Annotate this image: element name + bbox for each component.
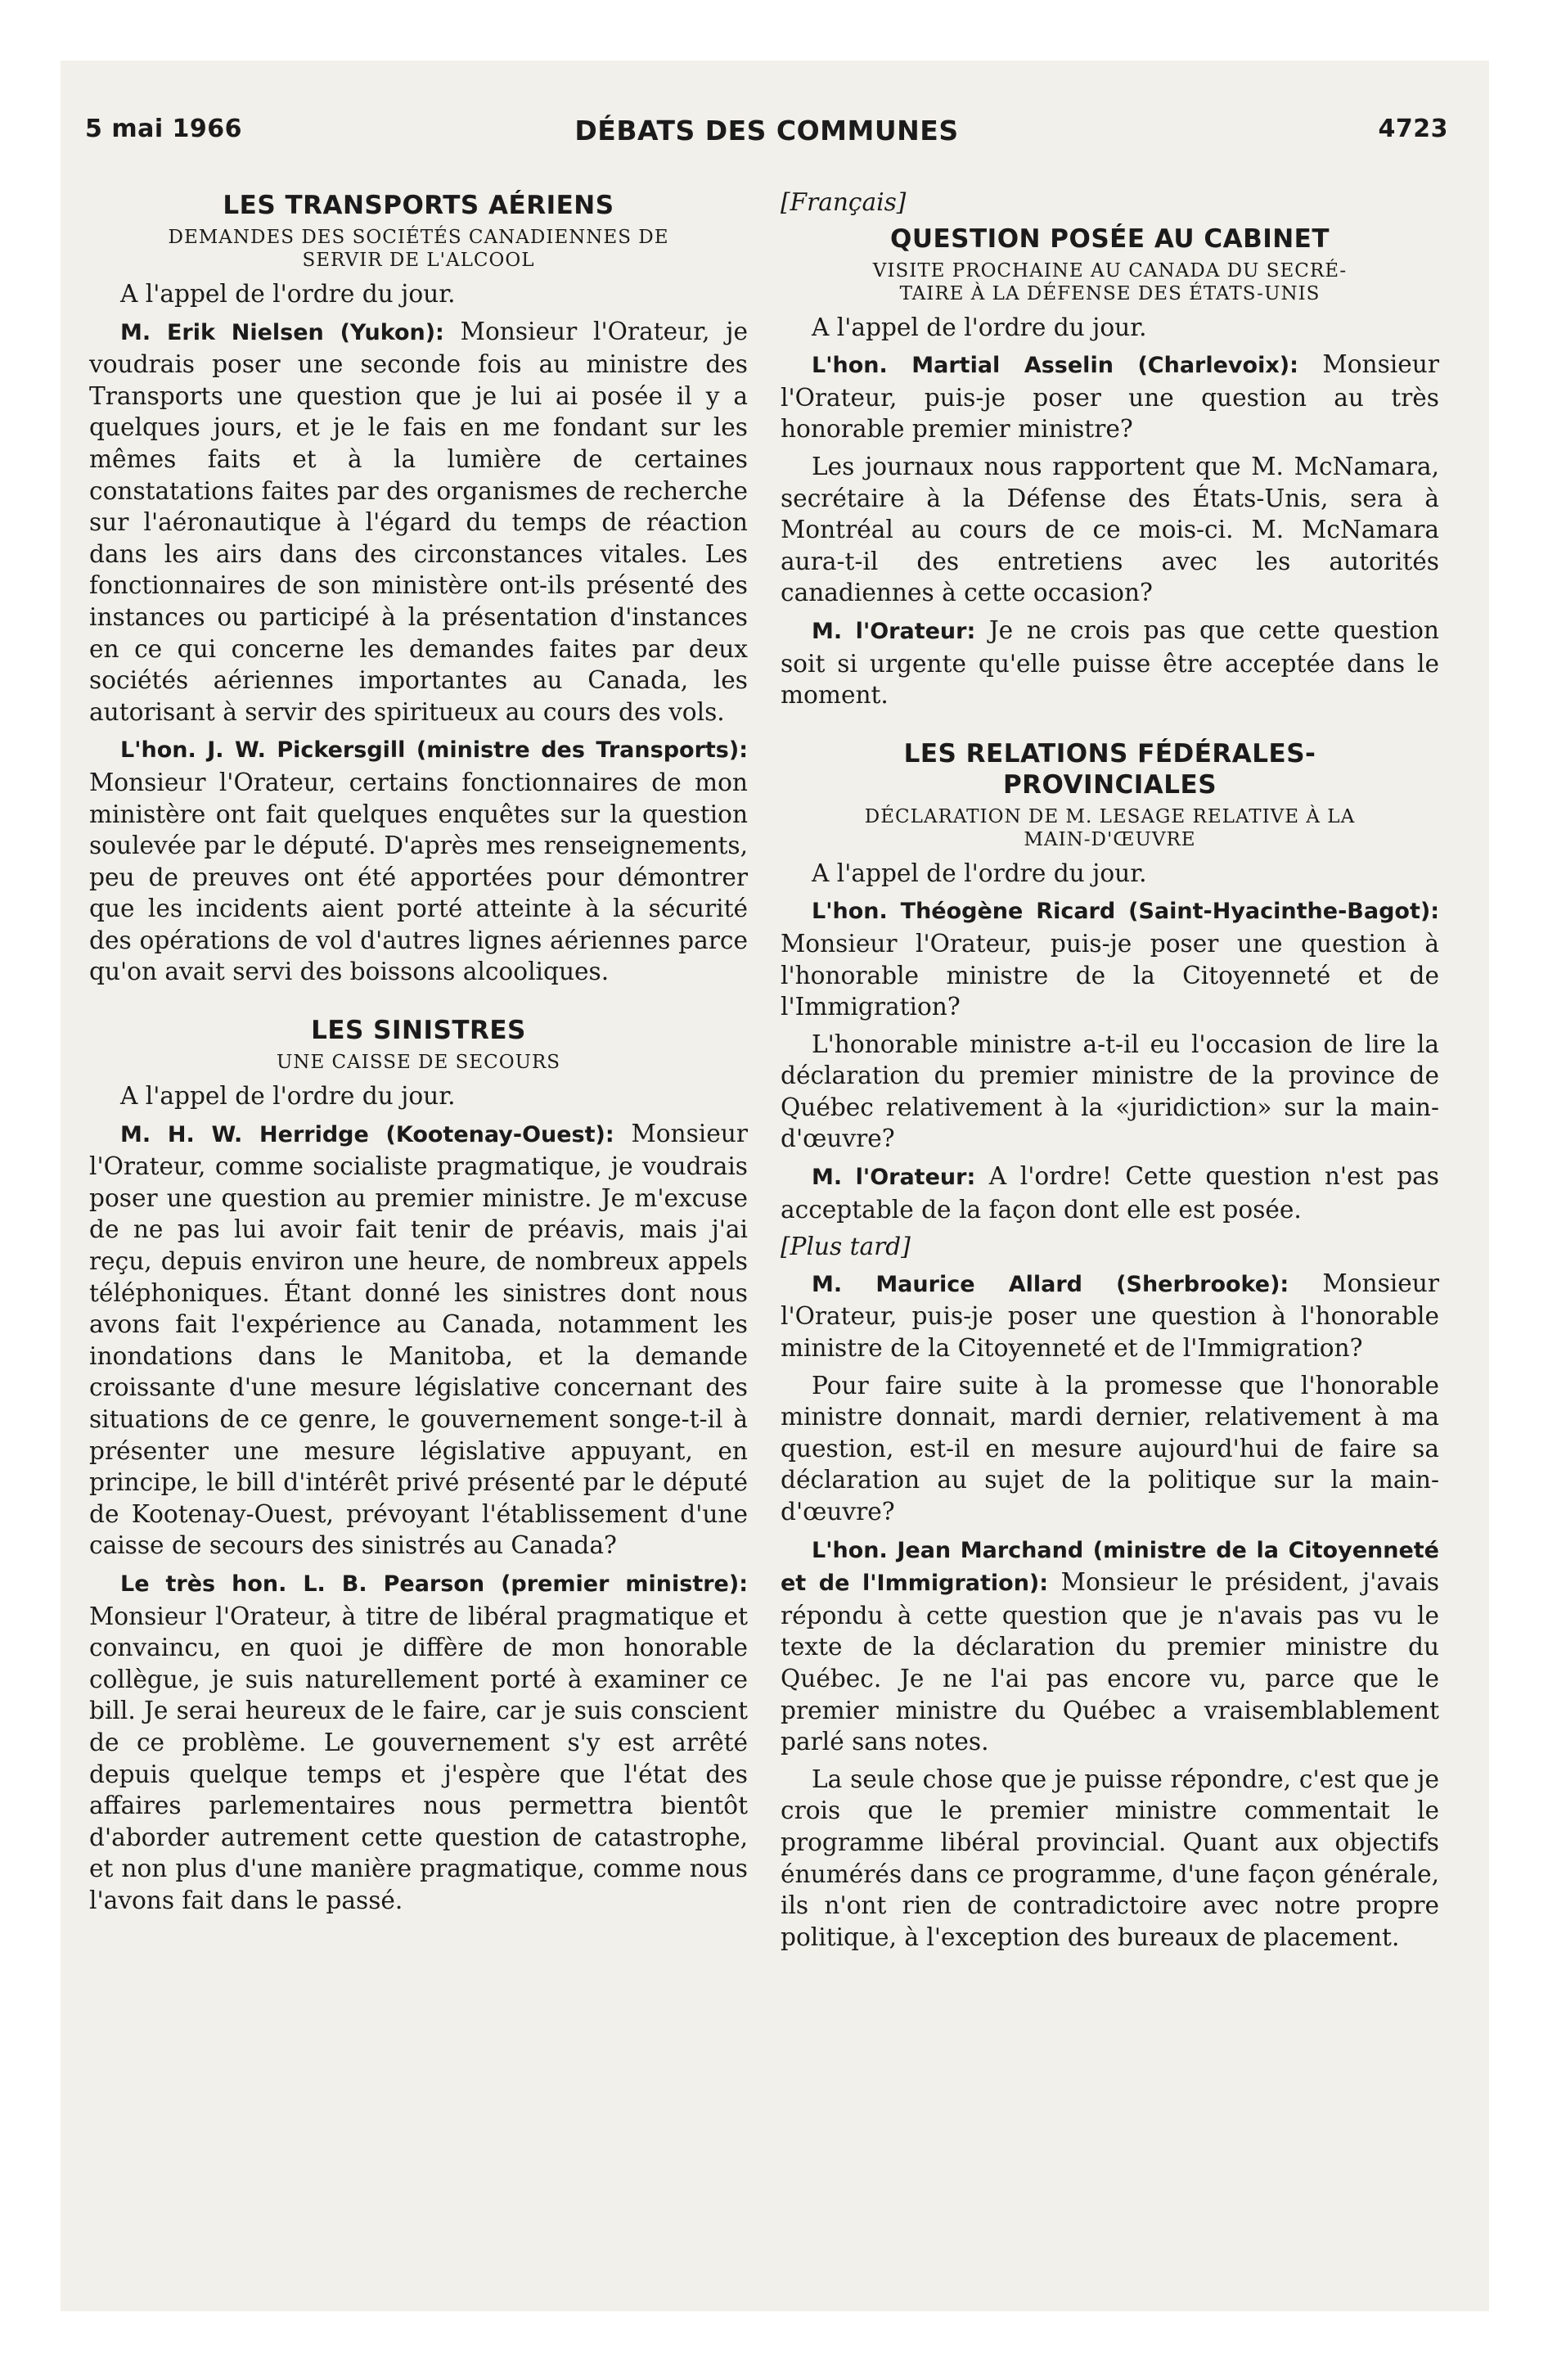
paragraph: L'honorable ministre a-t-il eu l'occasion de lire la déclaration du premier ministre de la province de Québec relativement à la «juridiction» sur la main-d'œuvre? [781,1030,1439,1153]
paragraph [781,1534,1439,1758]
paragraph [89,316,748,728]
section-subtitle-line-1: DEMANDES DES SOCIÉTÉS CANADIENNES DE [168,227,669,248]
page-header [85,115,1448,151]
page-number: 4723 [1378,115,1448,143]
page [61,61,1489,2311]
language-note: [Français] [781,188,907,216]
paragraph [781,1268,1439,1364]
speech-text: Monsieur le président, j'avais répondu à cette question que je n'avais pas vu le texte de la déclaration du premier ministre du Québec. Je ne l'ai pas encore vu, parce que le premier ministre du Québec a vraisemblablement parlé sans notes. [781,1568,1439,1756]
left-column [89,183,748,1922]
paragraph: A l'appel de l'ordre du jour. [812,313,1147,341]
speech-text: Monsieur l'Orateur, puis-je poser une question à l'honorable ministre de la Citoyenneté et de l'Immigration? [781,1269,1439,1363]
section-subtitle-line-2: SERVIR DE L'ALCOOL [302,250,535,271]
section-title-transports: LES TRANSPORTS AÉRIENS [223,191,614,220]
section-title-relations-line-1: LES RELATIONS FÉDÉRALES- [903,738,1316,769]
paragraph: La seule chose que je puisse répondre, c'est que je crois que le premier ministre commentait le programme libéral provincial. Quant aux objectifs énumérés dans ce programme, d'une façon générale, ils n'ont rien de contradictoire avec notre propre politique, à l'exception des bureaux de placement. [781,1765,1439,1951]
speaker: L'hon. Théogène Ricard (Saint-Hyacinthe-Bagot): [812,899,1439,925]
speech-text: Monsieur l'Orateur, certains fonctionnaires de mon ministère ont fait quelques enquêtes sur la question soulevée par le député. D'après mes renseignements, peu de preuves ont été apportées pour démontrer que les incidents aient porté atteinte à la sécurité des opérations de vol d'autres lignes aériennes parce qu'on avait servi des boissons alcooliques. [89,768,748,986]
speaker: L'hon. Martial Asselin (Charlevoix): [812,353,1298,379]
paragraph: Les journaux nous rapportent que M. McNamara, secrétaire à la Défense des États-Unis, sera à Montréal au cours de ce mois-ci. M. McNamara aura-t-il des entretiens avec les autorités canadiennes à cette occasion? [781,452,1439,607]
speaker: Le très hon. L. B. Pearson (premier ministre): [120,1571,748,1597]
speech-text: Monsieur l'Orateur, puis-je poser une question au très honorable premier ministre? [781,350,1439,444]
paragraph: A l'appel de l'ordre du jour. [120,1082,456,1111]
paragraph [89,1118,748,1562]
right-column [781,183,1439,1959]
paragraph [89,1567,748,1917]
paragraph [781,895,1439,1022]
paragraph [89,733,748,988]
later-note: [Plus tard] [781,1233,911,1261]
speaker: M. l'Orateur: [812,618,976,644]
speech-text: Monsieur l'Orateur, puis-je poser une question à l'honorable ministre de la Citoyenneté et de l'Immigration? [781,929,1439,1021]
paragraph [781,349,1439,445]
speech-text: A l'ordre! Cette question n'est pas acceptable de la façon dont elle est posée. [781,1162,1439,1224]
section-subtitle: UNE CAISSE DE SECOURS [276,1052,561,1074]
speaker: L'hon. Jean Marchand (ministre de la Citoyenneté et de l'Immigration): [781,1537,1439,1597]
header-date: 5 mai 1966 [85,115,243,143]
speaker: M. H. W. Herridge (Kootenay-Ouest): [120,1121,614,1147]
section-title-relations-line-2: PROVINCIALES [1002,769,1217,800]
header-title: DÉBATS DES COMMUNES [574,115,959,146]
paragraph [781,1161,1439,1225]
speaker: M. l'Orateur: [812,1165,976,1191]
speaker: L'hon. J. W. Pickersgill (ministre des Transports): [120,737,748,764]
section-subtitle-line-1: DÉCLARATION DE M. LESAGE RELATIVE À LA [864,805,1356,827]
speaker: M. Maurice Allard (Sherbrooke): [812,1271,1289,1297]
paragraph [781,615,1439,711]
paragraph: Pour faire suite à la promesse que l'honorable ministre donnait, mardi dernier, relativement à ma question, est-il en mesure aujourd'hui de faire sa déclaration au sujet de la politique sur la main-d'œuvre? [781,1371,1439,1526]
speech-text: Je ne crois pas que cette question soit si urgente qu'elle puisse être acceptée dans le moment. [781,615,1439,710]
section-subtitle-line-2: TAIRE À LA DÉFENSE DES ÉTATS-UNIS [899,282,1321,304]
speech-text: Monsieur l'Orateur, à titre de libéral pragmatique et convaincu, en quoi je diffère de mon honorable collègue, je suis naturellement porté à examiner ce bill. Je serai heureux de le faire, car je suis conscient de ce problème. Le gouvernement s'y est arrêté depuis quelque temps et j'espère que l'état des affaires parlementaires nous permettra bientôt d'aborder autrement cette question de catastrophe, et non plus d'une manière pragmatique, comme nous l'avons fait dans le passé. [89,1602,748,1914]
speech-text: Monsieur l'Orateur, je voudrais poser une seconde fois au ministre des Transports une question que je lui ai posée il y a quelques jours, et je le fais en me fondant sur les mêmes faits et à la lumière de certaines constatations faites par des organismes de recherche sur l'aéronautique à l'égard du temps de réaction dans les airs dans des circonstances vitales. Les fonctionnaires de son ministère ont-ils présenté des instances ou participé à la présentation d'instances en ce qui concerne les demandes faites par deux sociétés aériennes importantes au Canada, les autorisant à servir des spiritueux au cours des vols. [89,317,748,726]
section-title-cabinet: QUESTION POSÉE AU CABINET [889,223,1330,254]
paragraph: A l'appel de l'ordre du jour. [812,859,1147,887]
section-subtitle-line-2: MAIN-D'ŒUVRE [1024,828,1196,850]
section-title-sinistres: LES SINISTRES [311,1016,526,1046]
speech-text: Monsieur l'Orateur, comme socialiste pragmatique, je voudrais poser une question au premier ministre. Je m'excuse de ne pas lui avoir fait tenir de préavis, mais j'ai reçu, depuis environ une heure, de nombreux appels téléphoniques. Étant donné les sinistres dont nous avons fait l'expérience au Canada, notamment les inondations dans le Manitoba, et la demande croissante d'une mesure législative concernant des situations de ce genre, le gouvernement songe-t-il à présenter une mesure législative appuyant, en principe, le bill d'intérêt privé présenté par le député de Kootenay-Ouest, prévoyant l'établissement d'une caisse de secours des sinistrés au Canada? [89,1119,748,1560]
section-subtitle-line-1: VISITE PROCHAINE AU CANADA DU SECRÉ- [872,259,1348,282]
speaker: M. Erik Nielsen (Yukon): [120,319,444,345]
paragraph: A l'appel de l'ordre du jour. [120,280,456,308]
